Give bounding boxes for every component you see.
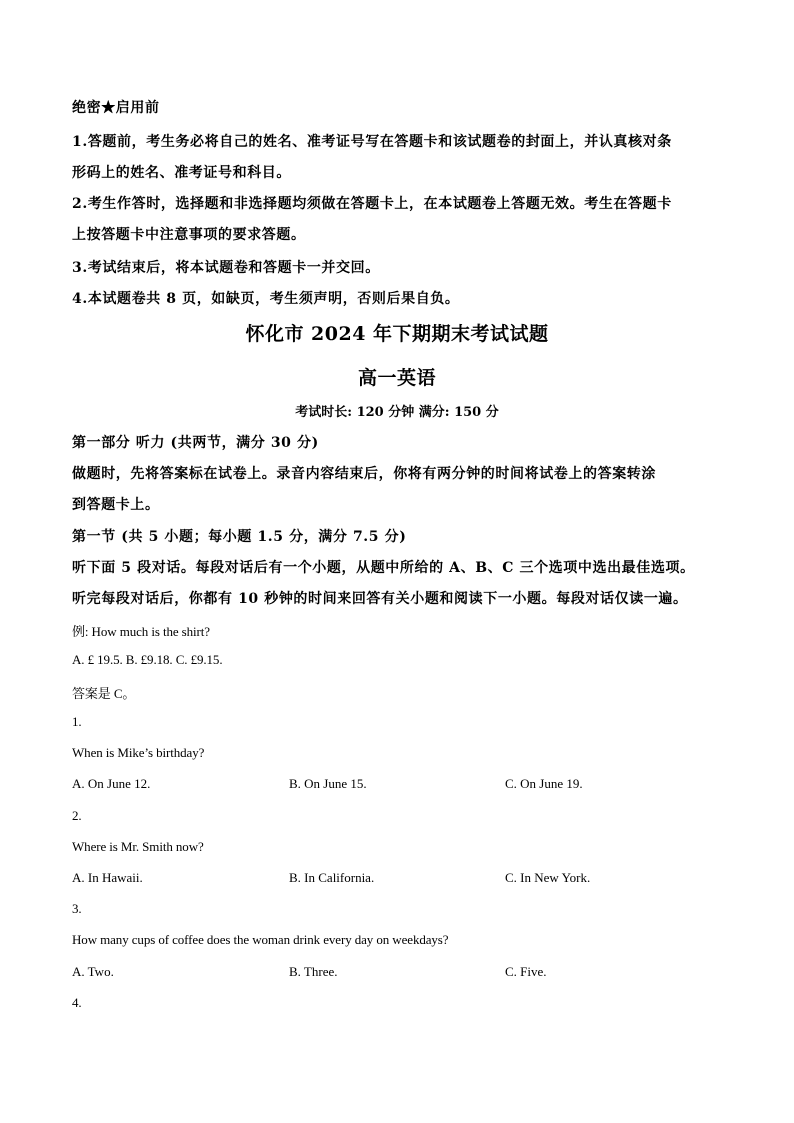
option-a: A. Two. bbox=[72, 964, 114, 979]
option-c: C. In New York. bbox=[505, 870, 591, 885]
notice-line-6: 4.本试题卷共 8 页，如缺页，考生须声明，否则后果自负。 bbox=[72, 291, 460, 307]
question-number: 4. bbox=[72, 995, 82, 1010]
section1-instruction-1: 听下面 5 段对话。每段对话后有一个小题，从题中所给的 A、B、C 三个选项中选出最佳选项。 bbox=[72, 560, 695, 576]
question-number: 2. bbox=[72, 808, 82, 823]
question-text: Where is Mr. Smith now? bbox=[72, 839, 204, 854]
notice-line-5: 3.考试结束后，将本试题卷和答题卡一并交回。 bbox=[72, 260, 380, 276]
question-text: When is Mike’s birthday? bbox=[72, 745, 205, 760]
notice-line-3: 2.考生作答时，选择题和非选择题均须做在答题卡上，在本试题卷上答题无效。考生在答题卡 bbox=[72, 196, 672, 212]
section1-instruction-2: 听完每段对话后，你都有 10 秒钟的时间来回答有关小题和阅读下一小题。每段对话仅读一遍。 bbox=[72, 591, 688, 607]
exam-title: 怀化市 2024 年下期期末考试试题 bbox=[245, 323, 549, 345]
notice-line-4: 上按答题卡中注意事项的要求答题。 bbox=[72, 227, 306, 243]
option-b: B. On June 15. bbox=[289, 776, 367, 791]
notice-line-2: 形码上的姓名、准考证号和科目。 bbox=[72, 165, 291, 181]
option-c: C. On June 19. bbox=[505, 776, 583, 791]
option-c: C. Five. bbox=[505, 964, 547, 979]
exam-subject: 高一英语 bbox=[357, 367, 436, 389]
section1-heading: 第一节 (共 5 小题；每小题 1.5 分，满分 7.5 分) bbox=[72, 529, 407, 545]
exam-duration-info: 考试时长: 120 分钟 满分: 150 分 bbox=[295, 405, 499, 420]
notice-line-1: 1.答题前，考生务必将自己的姓名、准考证号写在答题卡和该试题卷的封面上，并认真核对条 bbox=[72, 134, 672, 150]
confidential-label: 绝密★启用前 bbox=[72, 100, 160, 116]
example-question: 例: How much is the shirt? bbox=[72, 624, 210, 639]
example-options: A. £ 19.5. B. £9.18. C. £9.15. bbox=[72, 652, 223, 667]
part1-instruction-2: 到答题卡上。 bbox=[72, 497, 160, 513]
question-text: How many cups of coffee does the woman drink every day on weekdays? bbox=[72, 932, 449, 947]
option-a: A. In Hawaii. bbox=[72, 870, 143, 885]
option-b: B. In California. bbox=[289, 870, 375, 885]
part1-heading: 第一部分 听力 (共两节，满分 30 分) bbox=[72, 435, 319, 451]
question-number: 3. bbox=[72, 901, 82, 916]
example-answer: 答案是 C。 bbox=[72, 686, 136, 701]
option-b: B. Three. bbox=[289, 964, 338, 979]
part1-instruction-1: 做题时，先将答案标在试卷上。录音内容结束后，你将有两分钟的时间将试卷上的答案转涂 bbox=[72, 466, 656, 482]
option-a: A. On June 12. bbox=[72, 776, 151, 791]
question-number: 1. bbox=[72, 714, 82, 729]
